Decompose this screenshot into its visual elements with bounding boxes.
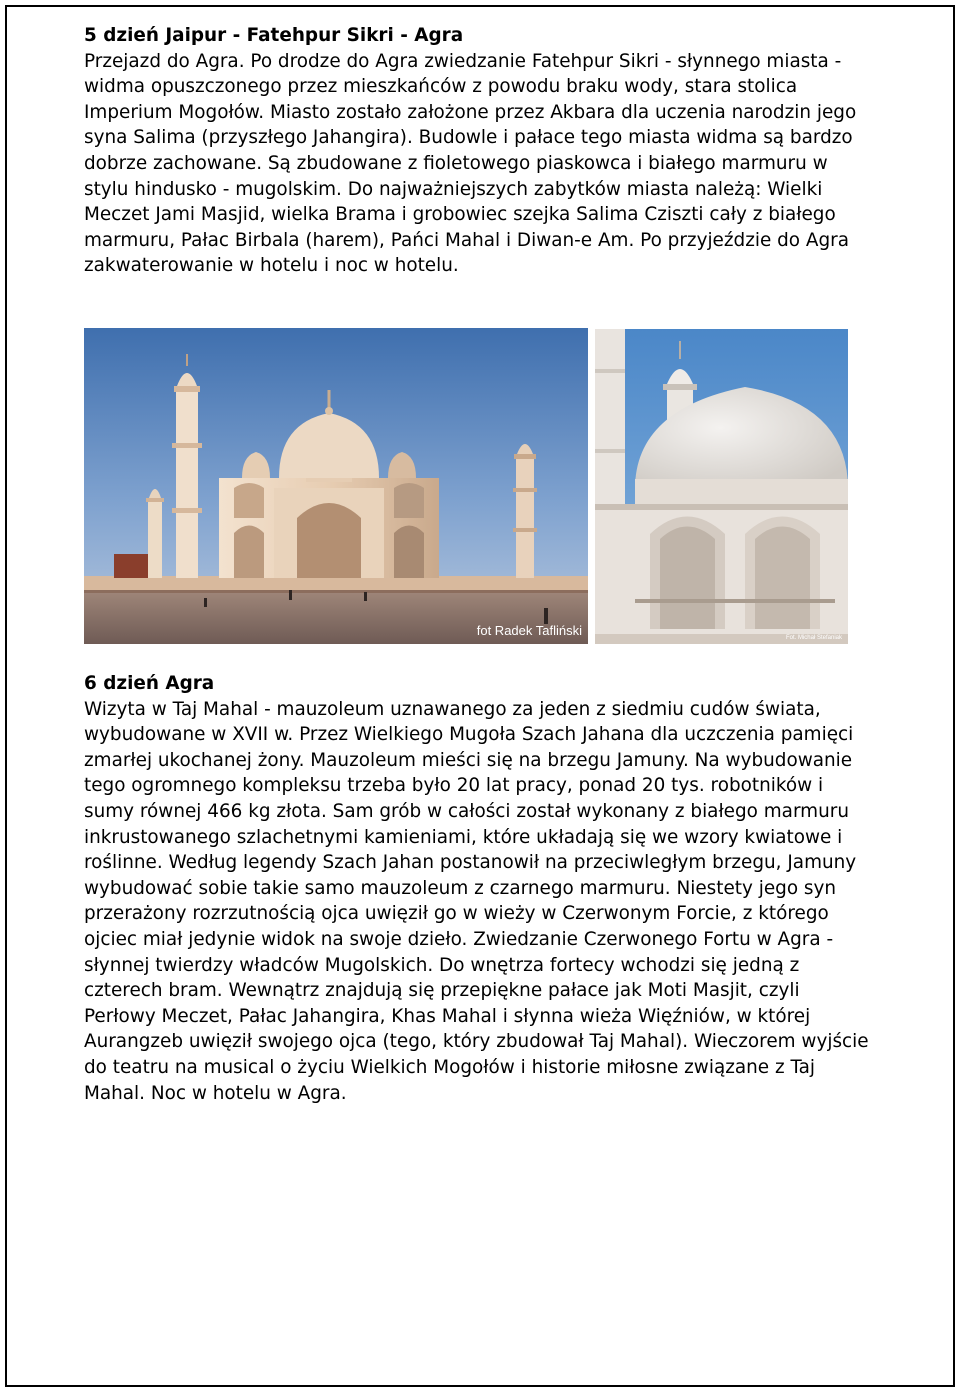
day5-section — [84, 23, 874, 279]
day6-section — [84, 671, 874, 1106]
photo-credit-left: fot Radek Tafliński — [476, 623, 582, 638]
day6-heading: 6 dzień Agra — [84, 673, 215, 694]
taj-mahal-detail-photo — [595, 329, 848, 644]
day5-heading: 5 dzień Jaipur - Fatehpur Sikri - Agra — [84, 25, 464, 46]
day5-description: Przejazd do Agra. Po drodze do Agra zwiedzanie Fatehpur Sikri - słynnego miasta - widma opuszczonego przez mieszkańców z powodu braku wody, stara stolica Imperium Mogołów. Miasto zostało założone przez Akbara dla uczenia narodzin jego syna Salima (przyszłego Jahangira). Budowle i pałace tego miasta widma są bardzo dobrze zachowane. Są zbudowane z fioletowego piaskowca i białego marmuru w stylu hindusko - mugolskim. Do najważniejszych zabytków miasta należą: Wielki Meczet Jami Masjid, wielka Brama i grobowiec szejka Salima Cziszti cały z białego marmuru, Pałac Birbala (harem), Pańci Mahal i Diwan-e Am. Po przyjeździe do Agra zakwaterowanie w hotelu i noc w hotelu. — [84, 50, 857, 277]
taj-mahal-photo — [84, 328, 588, 644]
photo-credit-right: Fot. Michał Stefaniak — [785, 635, 842, 641]
day6-description: Wizyta w Taj Mahal - mauzoleum uznawanego za jeden z siedmiu cudów świata, wybudowane w XVII w. Przez Wielkiego Mugoła Szach Jahana dla uczczenia pamięci zmarłej ukochanej żony. Mauzoleum mieści się na brzegu Jamuny. Na wybudowanie tego ogromnego kompleksu trzeba było 20 lat pracy, ponad 20 tys. robotników i sumy równej 466 kg złota. Sam grób w całości został wykonany z białego marmuru inkrustowanego szlachetnymi kamieniami, które układają się we wzory kwiatowe i roślinne. Według legendy Szach Jahan postanowił na przeciwległym brzegu, Jamuny wybudować sobie takie samo mauzoleum z czarnego marmuru. Niestety jego syn przerażony rozrzutnością ojca uwięził go w wieży w Czerwonym Forcie, z którego ojciec miał jedynie widok na swoje dzieło. Zwiedzanie Czerwonego Fortu w Agra - słynnej twierdzy władców Mugolskich. Do wnętrza fortecy wchodzi się jedną z czterech bram. Wewnątrz znajdują się przepiękne pałace jak Moti Masjit, czyli Perłowy Meczet, Pałac Jahangira, Khas Mahal i słynna wieża Więźniów, w której Aurangzeb uwięził swojego ojca (tego, który zbudował Taj Mahal). Wieczorem wyjście do teatru na musical o życiu Wielkich Mogołów i historie miłosne związane z Taj Mahal. Noc w hotelu w Agra. — [84, 698, 869, 1104]
